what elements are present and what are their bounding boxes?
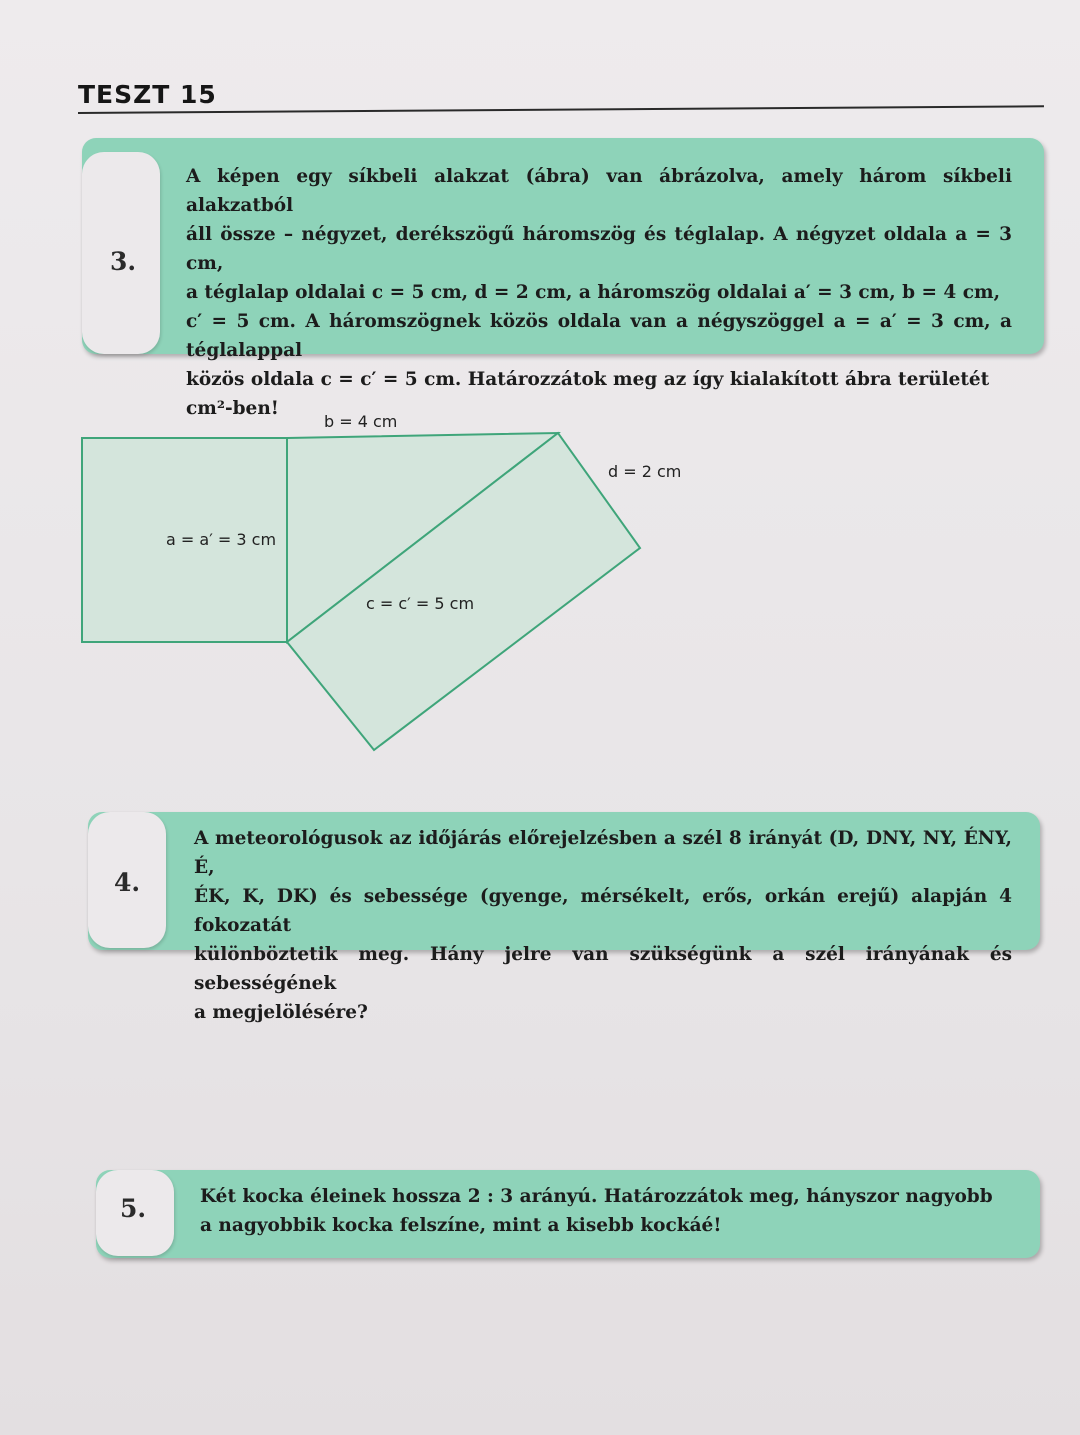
task-3-line: áll össze – négyzet, derékszögű háromszög és téglalap. A négyzet oldala a = 3 cm, xyxy=(186,224,1012,274)
task-5-line: Két kocka éleinek hossza 2 : 3 arányú. Határozzátok meg, hányszor nagyobb xyxy=(200,1186,993,1207)
task-4-line: A meteorológusok az időjárás előrejelzésben a szél 8 irányát (D, DNY, NY, ÉNY, É, xyxy=(194,828,1012,878)
task-3-line: közös oldala c = c′ = 5 cm. Határozzátok meg az így kialakított ábra területét xyxy=(186,369,990,390)
geometry-figure xyxy=(0,400,1080,820)
page-header-title: TESZT 15 xyxy=(78,80,217,109)
label-c: c = c′ = 5 cm xyxy=(366,594,475,613)
task-3-line: A képen egy síkbeli alakzat (ábra) van ábrázolva, amely három síkbeli alakzatból xyxy=(186,166,1012,216)
task-5-number: 5. xyxy=(120,1194,147,1223)
task-4-line: a megjelölésére? xyxy=(194,1002,368,1023)
task-4-number: 4. xyxy=(114,868,141,897)
label-b: b = 4 cm xyxy=(324,412,398,431)
task-3-line: c′ = 5 cm. A háromszögnek közös oldala van a négyszöggel a = a′ = 3 cm, a téglalappal xyxy=(186,311,1012,361)
task-4-text xyxy=(194,824,1012,1027)
task-3-number: 3. xyxy=(110,247,137,276)
task-4-line: ÉK, K, DK) és sebessége (gyenge, mérsékelt, erős, orkán erejű) alapján 4 fokozatát xyxy=(194,886,1012,936)
task-4-line: különböztetik meg. Hány jelre van szükségünk a szél irányának és sebességének xyxy=(194,944,1012,994)
task-5-text xyxy=(200,1182,1012,1240)
task-3-text xyxy=(186,162,1012,423)
task-3-line: cm²-ben! xyxy=(186,398,279,419)
label-a: a = a′ = 3 cm xyxy=(166,530,277,549)
header-rule xyxy=(78,105,1044,114)
label-d: d = 2 cm xyxy=(608,462,682,481)
task-5-line: a nagyobbik kocka felszíne, mint a kisebb kockáé! xyxy=(200,1215,722,1236)
task-3-line: a téglalap oldalai c = 5 cm, d = 2 cm, a háromszög oldalai a′ = 3 cm, b = 4 cm, xyxy=(186,282,1001,303)
